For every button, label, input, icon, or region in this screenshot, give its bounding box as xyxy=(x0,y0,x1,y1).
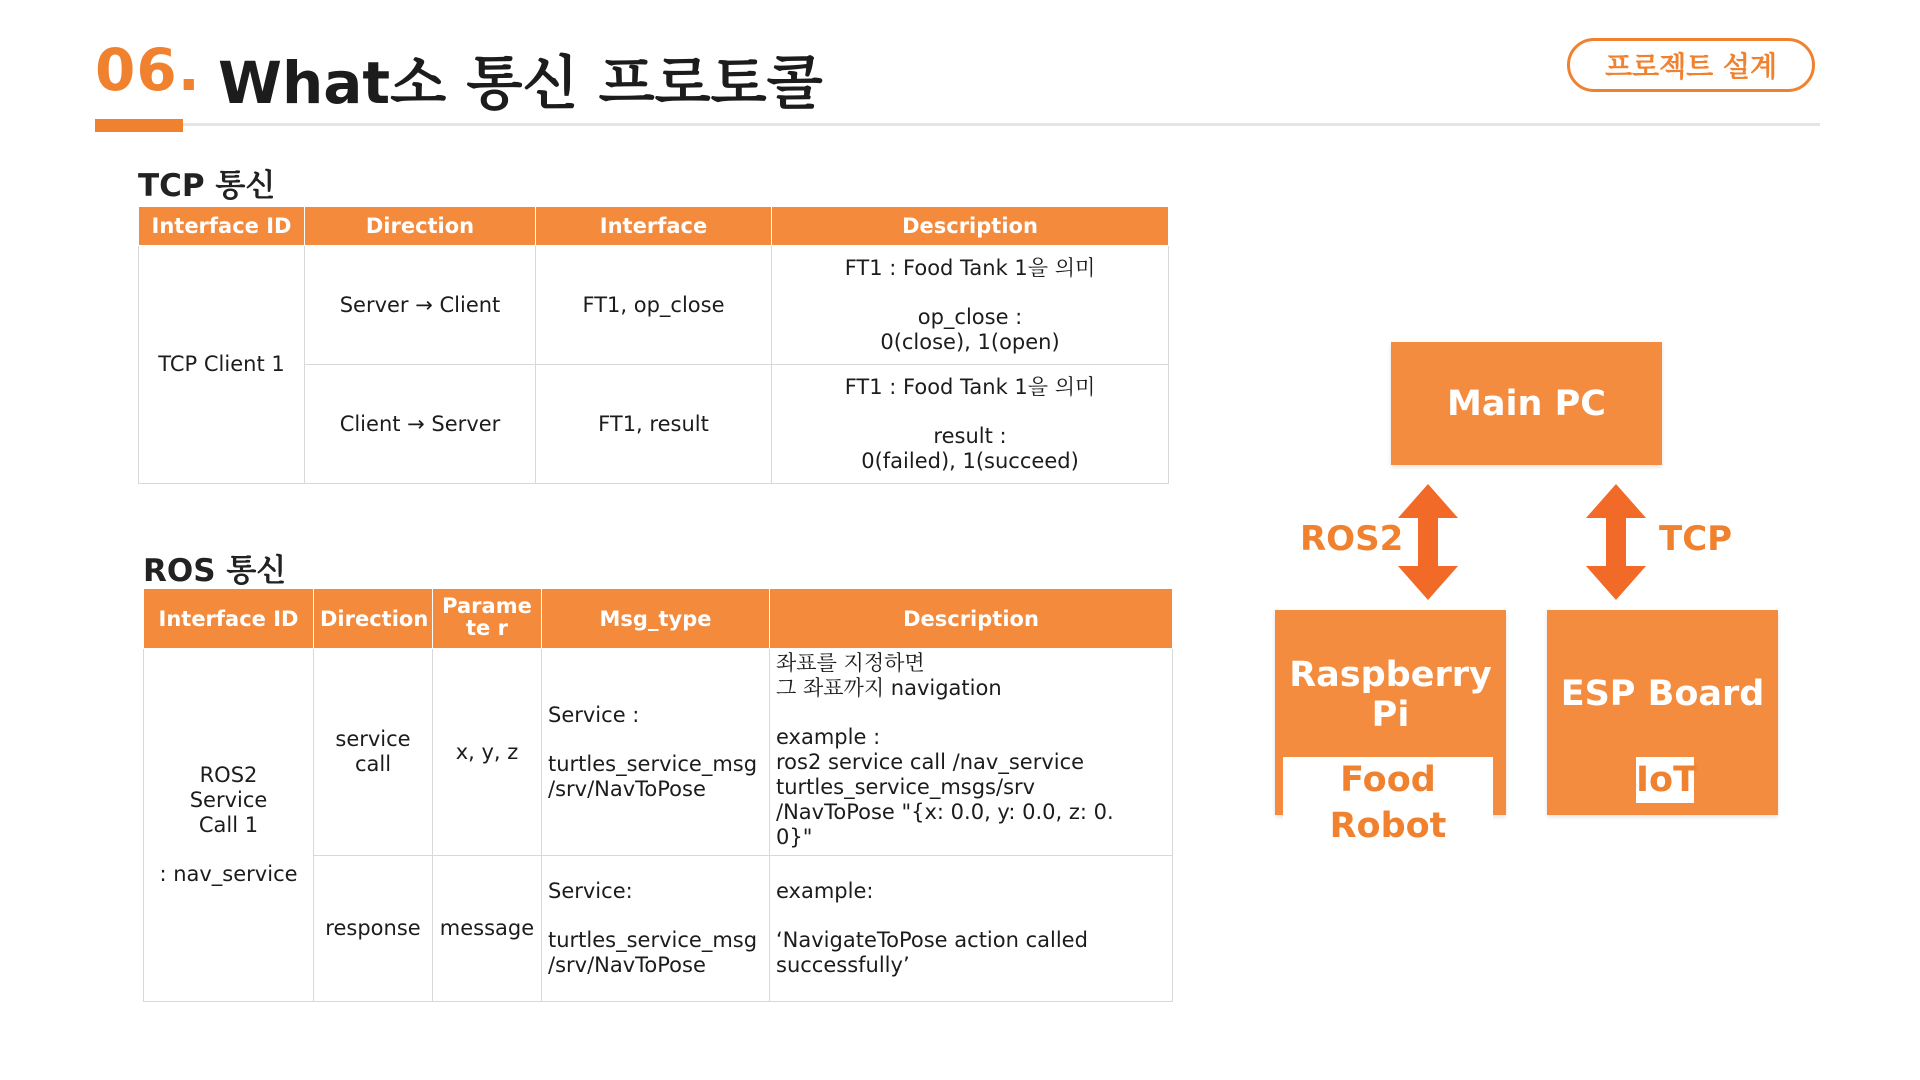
ros-col-parameter: Paramete r xyxy=(433,589,542,649)
direction-line: service xyxy=(335,727,411,751)
ros-col-msg-type: Msg_type xyxy=(542,589,770,649)
id-line: Service xyxy=(189,788,268,812)
page-title: What소 통신 프로토콜 xyxy=(218,49,823,117)
desc-line: example : xyxy=(776,725,881,749)
ros-direction-cell xyxy=(314,649,433,856)
tcp-section-title: TCP 통신 xyxy=(138,168,276,204)
header-divider xyxy=(95,123,1820,126)
main-pc-label: Main PC xyxy=(1447,383,1606,424)
table-row xyxy=(144,649,1173,856)
desc-line: ‘NavigateToPose action called xyxy=(776,928,1088,952)
id-line: ROS2 xyxy=(199,763,258,787)
ros-description-cell xyxy=(770,649,1173,856)
tcp-col-interface: Interface xyxy=(536,207,772,246)
ros-parameter-cell: x, y, z xyxy=(433,649,542,856)
desc-line: turtles_service_msgs/srv xyxy=(776,775,1036,799)
ros-interface-id-cell xyxy=(144,649,314,1002)
tcp-col-description: Description xyxy=(772,207,1169,246)
section-number: 06. xyxy=(95,36,201,104)
desc-line: 0(failed), 1(succeed) xyxy=(861,448,1079,473)
ros-parameter-cell: message xyxy=(433,856,542,1002)
ros-msg-type-cell xyxy=(542,856,770,1002)
id-line: Call 1 xyxy=(198,813,259,837)
msg-line: Service: xyxy=(548,879,633,903)
tcp-interface-cell: FT1, op_close xyxy=(536,246,772,365)
desc-line: FT1 : Food Tank 1을 의미 xyxy=(844,255,1096,280)
spacer xyxy=(776,904,1166,928)
raspberry-pi-label-line1: Raspberry xyxy=(1289,655,1492,695)
ros-header-row xyxy=(144,589,1173,649)
msg-line: turtles_service_msg xyxy=(548,928,758,952)
spacer xyxy=(150,838,307,862)
spacer xyxy=(548,904,763,928)
tcp-description-cell xyxy=(772,365,1169,484)
desc-line: 좌표를 지정하면 xyxy=(776,651,925,675)
raspberry-pi-label-line2: Pi xyxy=(1371,695,1410,735)
category-badge: 프로젝트 설계 xyxy=(1567,38,1815,92)
tcp-table xyxy=(138,206,1169,484)
spacer xyxy=(776,701,1166,725)
spacer xyxy=(778,400,1162,424)
desc-line: op_close : xyxy=(917,304,1023,329)
ros-description-cell xyxy=(770,856,1173,1002)
tcp-col-interface-id: Interface ID xyxy=(139,207,305,246)
spacer xyxy=(548,728,763,752)
desc-line: 0}" xyxy=(776,825,813,849)
tcp-direction-cell: Server → Client xyxy=(305,246,536,365)
tcp-interface-id-cell: TCP Client 1 xyxy=(139,246,305,484)
tcp-double-arrow-icon xyxy=(1571,482,1661,602)
desc-line: ros2 service call /nav_service xyxy=(776,750,1085,774)
msg-line: turtles_service_msg xyxy=(548,751,758,776)
spacer xyxy=(778,281,1162,305)
tcp-link-label: TCP xyxy=(1659,519,1733,559)
desc-line: /NavToPose "{x: 0.0, y: 0.0, z: 0. xyxy=(776,800,1114,824)
ros-direction-cell: response xyxy=(314,856,433,1002)
msg-line: /srv/NavToPose xyxy=(548,776,706,801)
ros-col-direction: Direction xyxy=(314,589,433,649)
desc-line: example: xyxy=(776,879,874,903)
id-line: : nav_service xyxy=(159,862,298,886)
tcp-interface-cell: FT1, result xyxy=(536,365,772,484)
ros-table xyxy=(143,588,1173,1002)
desc-line: FT1 : Food Tank 1을 의미 xyxy=(844,374,1096,399)
desc-line: successfully’ xyxy=(776,953,910,977)
header-divider-accent xyxy=(95,119,183,132)
msg-line: Service : xyxy=(548,702,640,727)
food-robot-tag: Food Robot xyxy=(1283,757,1493,849)
tcp-direction-cell: Client → Server xyxy=(305,365,536,484)
tcp-header-row xyxy=(139,207,1169,246)
iot-tag: IoT xyxy=(1636,757,1694,803)
table-row xyxy=(139,246,1169,365)
ros2-link-label: ROS2 xyxy=(1300,519,1404,559)
ros-col-description: Description xyxy=(770,589,1173,649)
ros-msg-type-cell xyxy=(542,649,770,856)
msg-line: /srv/NavToPose xyxy=(548,953,706,977)
ros-section-title: ROS 통신 xyxy=(143,553,287,589)
desc-line: 그 좌표까지 navigation xyxy=(776,676,1002,700)
ros-col-interface-id: Interface ID xyxy=(144,589,314,649)
desc-line: result : xyxy=(933,423,1007,448)
main-pc-box xyxy=(1391,342,1662,465)
direction-line: call xyxy=(354,752,392,776)
desc-line: 0(close), 1(open) xyxy=(880,329,1060,354)
tcp-col-direction: Direction xyxy=(305,207,536,246)
tcp-description-cell xyxy=(772,246,1169,365)
esp-board-label: ESP Board xyxy=(1560,674,1765,714)
